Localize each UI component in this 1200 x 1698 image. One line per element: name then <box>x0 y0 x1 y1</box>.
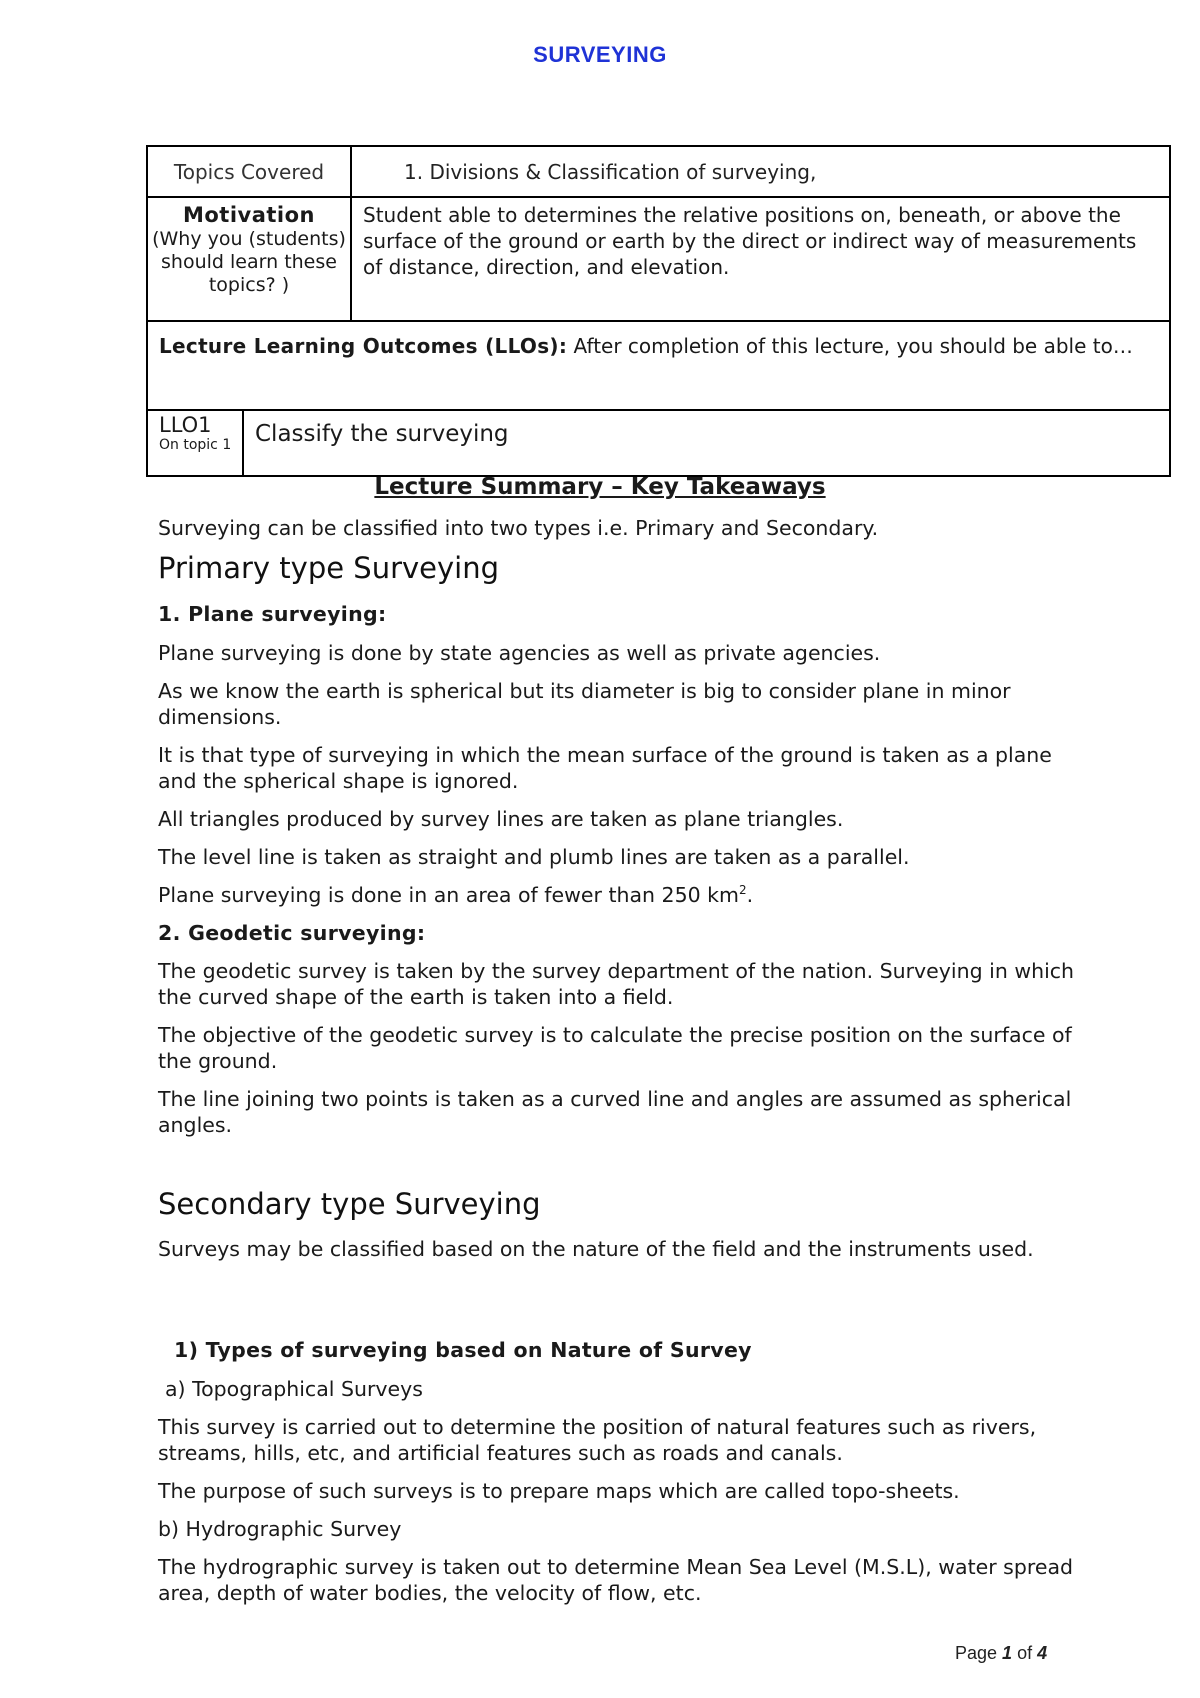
plane-paragraph-6-sup: 2 <box>739 883 747 898</box>
llo1-code: LLO1 <box>159 413 212 437</box>
geodetic-paragraph-1: The geodetic survey is taken by the survey department of the nation. Surveying in which the curved shape of the earth is taken into a field. <box>158 959 1075 1009</box>
motivation-subtitle: (Why you (students) should learn these topics? ) <box>152 228 346 296</box>
summary-intro: Surveying can be classified into two types i.e. Primary and Secondary. <box>158 516 879 540</box>
llo1-id-cell <box>147 410 243 476</box>
plane-paragraph-2: As we know the earth is spherical but its diameter is big to consider plane in minor dimensions. <box>158 679 1011 729</box>
plane-paragraph-6 <box>158 882 1078 908</box>
llo-intro-text: After completion of this lecture, you should be able to… <box>567 334 1133 358</box>
topographical-paragraph-2: The purpose of such surveys is to prepare maps which are called topo-sheets. <box>158 1479 960 1503</box>
topics-covered-label: Topics Covered <box>147 146 351 197</box>
hydrographic-paragraph-1: The hydrographic survey is taken out to determine Mean Sea Level (M.S.L), water spread area, depth of water bodies, the velocity of flow, etc. <box>158 1555 1074 1605</box>
footer-current-page: 1 <box>1002 1643 1013 1663</box>
topics-covered-value: 1. Divisions & Classification of surveying, <box>351 146 1170 197</box>
motivation-row <box>147 197 1170 321</box>
plane-paragraph-6-text: Plane surveying is done in an area of fewer than 250 km <box>158 883 740 907</box>
lecture-info-table <box>146 145 1171 477</box>
primary-heading: Primary type Surveying <box>158 551 500 585</box>
hydrographic-heading: b) Hydrographic Survey <box>158 1517 402 1541</box>
motivation-title: Motivation <box>182 203 316 227</box>
footer-of-word: of <box>1012 1643 1038 1663</box>
secondary-heading: Secondary type Surveying <box>158 1187 541 1221</box>
plane-paragraph-6-end: . <box>746 883 754 907</box>
footer-page-word: Page <box>955 1643 1003 1663</box>
llo-intro-bold: Lecture Learning Outcomes (LLOs): <box>159 334 568 358</box>
page-number-footer <box>955 1643 1047 1664</box>
llo1-topic: On topic 1 <box>159 437 232 453</box>
geodetic-paragraph-2: The objective of the geodetic survey is to calculate the precise position on the surface of the ground. <box>158 1023 1072 1073</box>
document-header-title: SURVEYING <box>533 42 667 67</box>
nature-of-survey-heading: 1) Types of surveying based on Nature of Survey <box>174 1338 752 1362</box>
plane-paragraph-5: The level line is taken as straight and plumb lines are taken as a parallel. <box>158 845 910 869</box>
plane-paragraph-4: All triangles produced by survey lines are taken as plane triangles. <box>158 807 844 831</box>
llo-intro-cell <box>147 321 1170 410</box>
secondary-intro: Surveys may be classified based on the nature of the field and the instruments used. <box>158 1237 1034 1261</box>
llo1-text: Classify the surveying <box>243 410 1170 476</box>
topographical-paragraph-1: This survey is carried out to determine the position of natural features such as rivers, streams, hills, etc, and artificial features such as roads and canals. <box>158 1415 1037 1465</box>
plane-paragraph-3: It is that type of surveying in which the mean surface of the ground is taken as a plane and the spherical shape is ignored. <box>158 743 1052 793</box>
geodetic-surveying-heading: 2. Geodetic surveying: <box>158 921 426 945</box>
geodetic-paragraph-3: The line joining two points is taken as a curved line and angles are assumed as spherical angles. <box>158 1087 1072 1137</box>
topics-row <box>147 146 1170 197</box>
motivation-text: Student able to determines the relative positions on, beneath, or above the surface of the ground or earth by the direct or indirect way of measurements of distance, direction, and elevation. <box>351 197 1170 321</box>
topographical-heading: a) Topographical Surveys <box>165 1377 423 1401</box>
footer-total-pages: 4 <box>1037 1643 1048 1663</box>
plane-paragraph-1: Plane surveying is done by state agencies as well as private agencies. <box>158 641 881 665</box>
llo-intro-row <box>147 321 1170 410</box>
summary-heading: Lecture Summary – Key Takeaways <box>374 474 826 500</box>
llo1-row <box>147 410 1170 476</box>
motivation-label-cell <box>147 197 351 321</box>
plane-surveying-heading: 1. Plane surveying: <box>158 602 387 626</box>
